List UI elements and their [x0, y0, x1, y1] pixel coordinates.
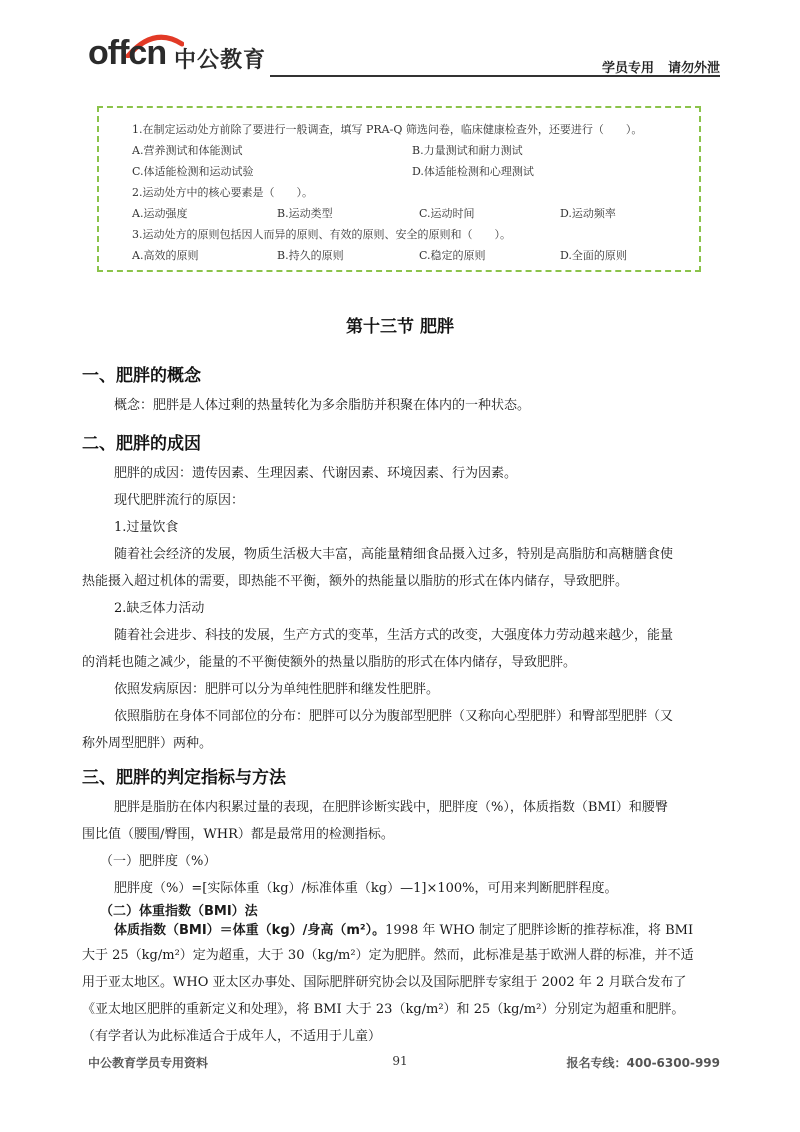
quiz-question-1: 1.在制定运动处方前除了要进行一般调查，填写 PRA-Q 筛选问卷，临床健康检查外，还要进行（ ）。	[132, 123, 643, 136]
obesity-degree-formula: 肥胖度（%）=[实际体重（kg）/标准体重（kg）—1]×100%，可用来判断肥胖程度。	[114, 881, 618, 896]
indicators-text-line1: 肥胖是脂肪在体内积累过量的表现，在肥胖诊断实践中，肥胖度（%），体质指数（BMI）和腰臀	[114, 800, 668, 815]
heading-concept: 一、肥胖的概念	[82, 366, 201, 386]
cause-2-text-line2: 的消耗也随之减少，能量的不平衡使额外的热量以脂肪的形式在体内储存，导致肥胖。	[82, 655, 577, 670]
quiz-q2-option-a: A.运动强度	[132, 207, 188, 220]
quiz-question-3: 3.运动处方的原则包括因人而异的原则、有效的原则、安全的原则和（ ）。	[132, 228, 511, 241]
classification-by-distribution-line2: 称外周型肥胖）两种。	[82, 736, 213, 751]
quiz-q1-option-d: D.体适能检测和心理测试	[412, 165, 534, 178]
quiz-q1-option-b: B.力量测试和耐力测试	[412, 144, 523, 157]
heading-causes: 二、肥胖的成因	[82, 434, 201, 454]
quiz-q3-option-c: C.稳定的原则	[419, 249, 486, 262]
logo-cn-text: 中公教育	[174, 48, 267, 73]
quiz-q2-option-c: C.运动时间	[419, 207, 475, 220]
concept-paragraph: 概念：肥胖是人体过剩的热量转化为多余脂肪并积聚在体内的一种状态。	[114, 398, 531, 413]
logo-text: offcn	[88, 34, 167, 72]
quiz-q3-option-b: B.持久的原则	[277, 249, 344, 262]
indicators-text-line2: 围比值（腰围/臀围，WHR）都是最常用的检测指标。	[82, 827, 394, 842]
header-notice-2: 请勿外泄	[667, 61, 720, 76]
subheading-bmi: （二）体重指数（BMI）法	[100, 904, 258, 919]
subheading-obesity-degree: （一）肥胖度（%）	[100, 854, 217, 869]
quiz-q2-option-d: D.运动频率	[560, 207, 616, 220]
cause-2-text-line1: 随着社会进步、科技的发展，生产方式的变革，生活方式的改变，大强度体力劳动越来越少，能量	[114, 628, 674, 643]
offcn-logo	[88, 32, 273, 80]
classification-by-cause: 依照发病原因：肥胖可以分为单纯性肥胖和继发性肥胖。	[114, 682, 440, 697]
header-notice	[602, 57, 720, 76]
quiz-q1-option-a: A.营养测试和体能测试	[132, 144, 243, 157]
bmi-formula: 体质指数（BMI）＝体重（kg）/身高（m²）。	[114, 923, 386, 938]
bmi-note: （有学者认为此标准适合于成年人，不适用于儿童）	[82, 1029, 382, 1044]
bmi-text-line1	[114, 921, 693, 940]
quiz-question-2: 2.运动处方中的核心要素是（ ）。	[132, 186, 313, 199]
header-notice-1: 学员专用	[601, 61, 654, 76]
quiz-box	[97, 106, 701, 272]
quiz-q3-option-d: D.全面的原则	[560, 249, 627, 262]
bmi-text-line2: 大于 25（kg/m²）定为超重，大于 30（kg/m²）定为肥胖。然而，此标准是基于欧洲人群的标准，并不适	[82, 948, 694, 963]
quiz-q2-option-b: B.运动类型	[277, 207, 333, 220]
footer-left: 中公教育学员专用资料	[88, 1056, 209, 1070]
modern-causes-label: 现代肥胖流行的原因：	[114, 493, 245, 508]
cause-2-title: 2.缺乏体力活动	[114, 601, 205, 616]
footer-hotline: 报名专线：400-6300-999	[566, 1056, 720, 1070]
section-title: 第十三节 肥胖	[346, 317, 454, 337]
bmi-text-line1-rest: 1998 年 WHO 制定了肥胖诊断的推荐标准，将 BMI	[385, 923, 694, 938]
page-number: 91	[392, 1054, 408, 1068]
bmi-text-line3: 用于亚太地区。WHO 亚太区办事处、国际肥胖研究协会以及国际肥胖专家组于 2002 年 2 月联合发布了	[82, 975, 687, 990]
classification-by-distribution-line1: 依照脂肪在身体不同部位的分布：肥胖可以分为腹部型肥胖（又称向心型肥胖）和臀部型肥胖（又	[114, 709, 674, 724]
bmi-text-line4: 《亚太地区肥胖的重新定义和处理》，将 BMI 大于 23（kg/m²）和 25（kg/m²）分别定为超重和肥胖。	[82, 1002, 685, 1017]
quiz-q1-option-c: C.体适能检测和运动试验	[132, 165, 254, 178]
cause-1-title: 1.过量饮食	[114, 520, 179, 535]
quiz-q3-option-a: A.高效的原则	[132, 249, 199, 262]
causes-paragraph: 肥胖的成因：遗传因素、生理因素、代谢因素、环境因素、行为因素。	[114, 466, 518, 481]
cause-1-text-line2: 热能摄入超过机体的需要，即热能不平衡，额外的热能量以脂肪的形式在体内储存，导致肥胖。	[82, 574, 629, 589]
heading-indicators: 三、肥胖的判定指标与方法	[82, 768, 286, 788]
cause-1-text-line1: 随着社会经济的发展，物质生活极大丰富，高能量精细食品摄入过多，特别是高脂肪和高糖膳食使	[114, 547, 674, 562]
